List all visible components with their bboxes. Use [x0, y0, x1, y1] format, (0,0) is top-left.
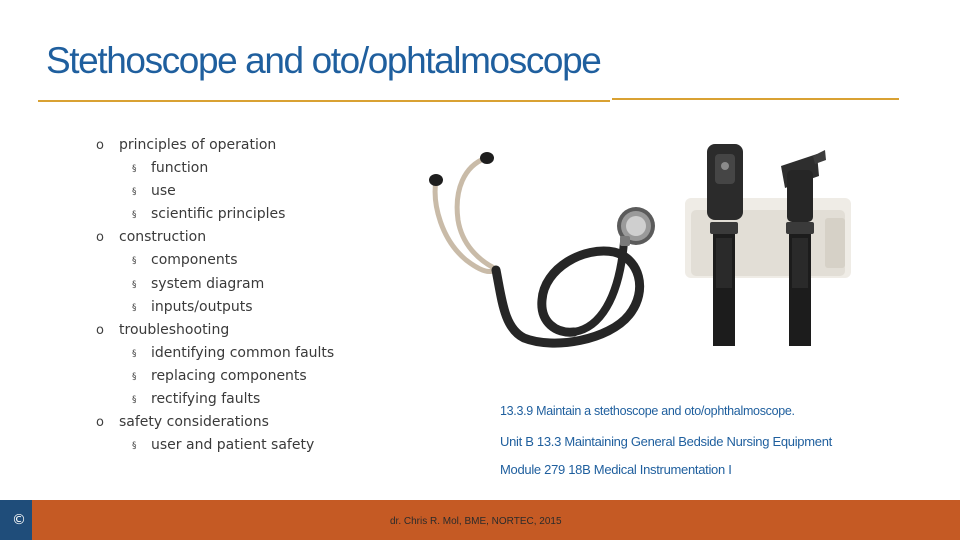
- outline-subitem: [96, 388, 386, 411]
- title-underline-left: [38, 100, 610, 102]
- footer-left-block: [0, 500, 32, 540]
- outline-subitem: [96, 157, 386, 180]
- outline-subitem-label: components: [151, 252, 238, 269]
- bullet-icon: §: [132, 395, 137, 406]
- outline-subitem-label: user and patient safety: [151, 437, 315, 454]
- outline-subitem: [96, 203, 386, 226]
- bullet-icon: §: [132, 210, 137, 221]
- bullet-icon: §: [132, 348, 137, 359]
- outline-subitem-label: replacing components: [151, 367, 307, 384]
- outline-subitem: [96, 249, 386, 272]
- bullet-icon: §: [132, 279, 137, 290]
- topic-outline: [96, 134, 386, 457]
- outline-item: [96, 411, 386, 434]
- title-underline-right: [612, 98, 899, 100]
- bullet-icon: §: [132, 256, 137, 267]
- outline-subitem: [96, 180, 386, 203]
- outline-item: [96, 134, 386, 157]
- outline-item-label: safety considerations: [119, 414, 269, 431]
- outline-subitem-label: system diagram: [151, 275, 265, 292]
- outline-subitem: [96, 434, 386, 457]
- footer-author: dr. Chris R. Mol, BME, NORTEC, 2015: [390, 516, 562, 527]
- bullet-icon: o: [96, 415, 104, 431]
- otoscope-ophthalmoscope-image: [685, 126, 851, 346]
- outline-subitem: [96, 273, 386, 296]
- outline-subitem-label: identifying common faults: [151, 344, 335, 361]
- bullet-icon: §: [132, 164, 137, 175]
- outline-item: [96, 319, 386, 342]
- outline-item-label: troubleshooting: [119, 321, 230, 338]
- caption-module: Module 279 18B Medical Instrumentation I: [500, 462, 732, 477]
- bullet-icon: §: [132, 187, 137, 198]
- outline-subitem-label: rectifying faults: [151, 391, 261, 408]
- outline-item-label: principles of operation: [119, 137, 277, 153]
- outline-item: [96, 226, 386, 249]
- bullet-icon: §: [132, 371, 137, 382]
- stethoscope-image: [424, 150, 669, 350]
- outline-subitem-label: function: [151, 160, 209, 177]
- outline-subitem-label: scientific principles: [151, 206, 286, 223]
- bullet-icon: §: [132, 441, 137, 452]
- outline-subitem: [96, 342, 386, 365]
- bullet-icon: §: [132, 302, 137, 313]
- caption-unit: Unit B 13.3 Maintaining General Bedside Nursing Equipment: [500, 434, 832, 449]
- caption-objective: 13.3.9 Maintain a stethoscope and oto/ophthalmoscope.: [500, 404, 795, 418]
- outline-item-label: construction: [119, 229, 207, 246]
- slide-title: Stethoscope and oto/ophtalmoscope: [46, 40, 601, 81]
- outline-subitem: [96, 365, 386, 388]
- copyright-icon: ©: [12, 512, 26, 528]
- bullet-icon: o: [96, 138, 104, 153]
- outline-subitem: [96, 296, 386, 319]
- bullet-icon: o: [96, 230, 104, 246]
- bullet-icon: o: [96, 322, 104, 338]
- outline-subitem-label: use: [151, 183, 176, 200]
- outline-subitem-label: inputs/outputs: [151, 298, 253, 315]
